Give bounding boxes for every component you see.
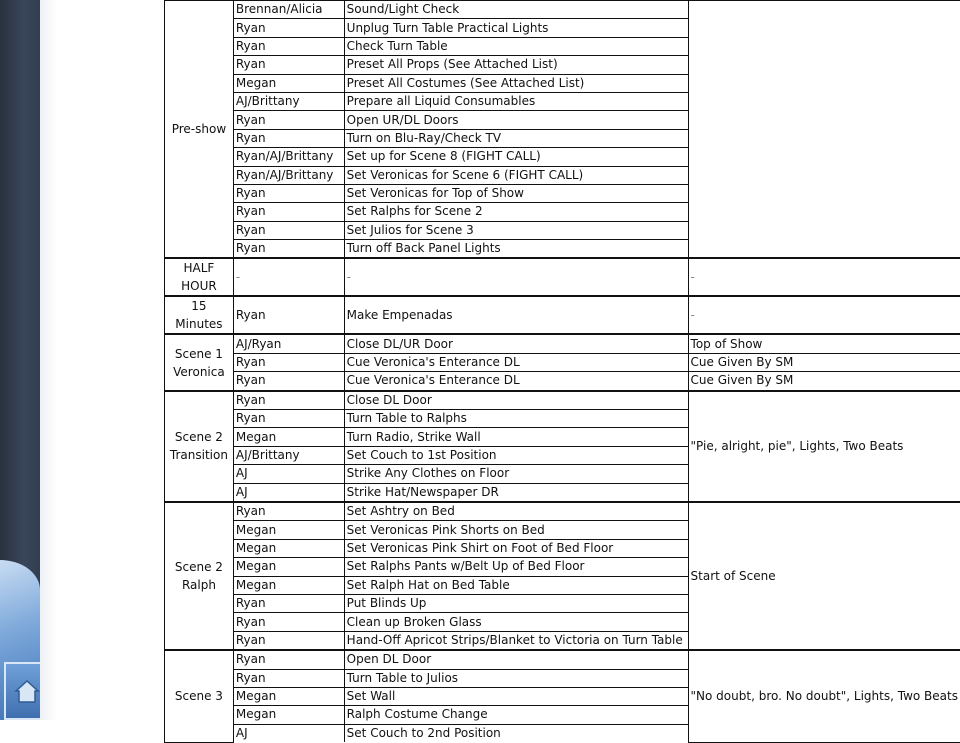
task-cell: Turn on Blu-Ray/Check TV	[344, 129, 688, 147]
crew-cell: Ryan	[233, 221, 344, 239]
task-cell: Prepare all Liquid Consumables	[344, 92, 688, 110]
crew-cell: Ryan	[233, 613, 344, 631]
task-cell: Strike Hat/Newspaper DR	[344, 483, 688, 502]
task-cell: Set Couch to 2nd Position	[344, 724, 688, 742]
crew-cell: Ryan	[233, 631, 344, 650]
task-cell: Put Blinds Up	[344, 594, 688, 612]
task-cell: Hand-Off Apricot Strips/Blanket to Victoria on Turn Table	[344, 631, 688, 650]
cue-row	[165, 1, 960, 19]
crew-cell: Ryan	[233, 391, 344, 410]
crew-cell: -	[233, 258, 344, 296]
task-cell: Cue Veronica's Enterance DL	[344, 372, 688, 391]
crew-cell: AJ	[233, 465, 344, 483]
task-cell: Check Turn Table	[344, 37, 688, 55]
task-cell: Turn Radio, Strike Wall	[344, 428, 688, 446]
section-label: 15 Minutes	[165, 296, 234, 334]
crew-cell: AJ/Brittany	[233, 446, 344, 464]
task-cell: Set Wall	[344, 687, 688, 705]
home-button[interactable]	[4, 662, 44, 720]
cue-cell: Cue Given By SM	[688, 353, 960, 371]
crew-cell: Megan	[233, 706, 344, 724]
task-cell: Close DL Door	[344, 391, 688, 410]
task-cell: Make Empenadas	[344, 296, 688, 334]
crew-cell: Ryan	[233, 203, 344, 221]
task-cell: Set Ralph Hat on Bed Table	[344, 576, 688, 594]
cue-cell	[688, 1, 960, 259]
section-label: Pre-show	[165, 1, 234, 259]
crew-cell: Ryan	[233, 410, 344, 428]
cue-row	[165, 650, 960, 669]
cue-sheet	[164, 0, 960, 743]
task-cell: Preset All Costumes (See Attached List)	[344, 74, 688, 92]
crew-cell: Megan	[233, 428, 344, 446]
cue-row	[165, 391, 960, 410]
task-cell: Set Ralphs for Scene 2	[344, 203, 688, 221]
crew-cell: Ryan/AJ/Brittany	[233, 148, 344, 166]
task-cell: Open UR/DL Doors	[344, 111, 688, 129]
crew-cell: Ryan	[233, 372, 344, 391]
crew-cell: Ryan	[233, 184, 344, 202]
cue-row	[165, 296, 960, 334]
cue-row	[165, 353, 960, 371]
crew-cell: Ryan	[233, 111, 344, 129]
home-icon	[14, 678, 40, 704]
task-cell: Set Ashtry on Bed	[344, 502, 688, 521]
task-cell: Turn Table to Ralphs	[344, 410, 688, 428]
cue-cell: "Pie, alright, pie", Lights, Two Beats	[688, 391, 960, 502]
crew-cell: Megan	[233, 687, 344, 705]
cue-cell: -	[688, 296, 960, 334]
task-cell: Set Julios for Scene 3	[344, 221, 688, 239]
crew-cell: Megan	[233, 558, 344, 576]
crew-cell: Ryan	[233, 19, 344, 37]
cue-cell: "No doubt, bro. No doubt", Lights, Two Beats	[688, 650, 960, 742]
section-label: Scene 3	[165, 650, 234, 742]
crew-cell: Ryan	[233, 353, 344, 371]
cue-row	[165, 502, 960, 521]
task-cell: Set up for Scene 8 (FIGHT CALL)	[344, 148, 688, 166]
section-label: Scene 2 Ralph	[165, 502, 234, 650]
task-cell: Turn Table to Julios	[344, 669, 688, 687]
crew-cell: Megan	[233, 539, 344, 557]
presentation-sidebar	[0, 0, 40, 720]
task-cell: Unplug Turn Table Practical Lights	[344, 19, 688, 37]
crew-cell: Megan	[233, 521, 344, 539]
slide-edge-shadow	[40, 0, 58, 720]
cue-cell: Start of Scene	[688, 502, 960, 650]
crew-cell: Megan	[233, 74, 344, 92]
task-cell: Set Couch to 1st Position	[344, 446, 688, 464]
crew-cell: Ryan	[233, 240, 344, 259]
crew-cell: Ryan/AJ/Brittany	[233, 166, 344, 184]
section-label: Scene 2 Transition	[165, 391, 234, 502]
crew-cell: Ryan	[233, 129, 344, 147]
task-cell: Strike Any Clothes on Floor	[344, 465, 688, 483]
crew-cell: AJ/Ryan	[233, 334, 344, 353]
crew-cell: AJ	[233, 483, 344, 502]
task-cell: Set Veronicas for Top of Show	[344, 184, 688, 202]
cue-row	[165, 258, 960, 296]
crew-cell: Ryan	[233, 37, 344, 55]
task-cell: Set Veronicas for Scene 6 (FIGHT CALL)	[344, 166, 688, 184]
cue-cell: -	[688, 258, 960, 296]
crew-cell: Ryan	[233, 669, 344, 687]
section-label: Scene 1 Veronica	[165, 334, 234, 390]
crew-cell: Ryan	[233, 56, 344, 74]
task-cell: -	[344, 258, 688, 296]
crew-cell: AJ/Brittany	[233, 92, 344, 110]
task-cell: Set Veronicas Pink Shorts on Bed	[344, 521, 688, 539]
task-cell: Cue Veronica's Enterance DL	[344, 353, 688, 371]
crew-cell: AJ	[233, 724, 344, 742]
task-cell: Open DL Door	[344, 650, 688, 669]
cue-cell: Top of Show	[688, 334, 960, 353]
cue-row	[165, 372, 960, 391]
task-cell: Turn off Back Panel Lights	[344, 240, 688, 259]
crew-cell: Ryan	[233, 296, 344, 334]
crew-cell: Megan	[233, 576, 344, 594]
task-cell: Sound/Light Check	[344, 1, 688, 19]
cue-table	[164, 0, 960, 743]
cue-cell: Cue Given By SM	[688, 372, 960, 391]
section-label: HALF HOUR	[165, 258, 234, 296]
task-cell: Close DL/UR Door	[344, 334, 688, 353]
task-cell: Ralph Costume Change	[344, 706, 688, 724]
task-cell: Preset All Props (See Attached List)	[344, 56, 688, 74]
crew-cell: Ryan	[233, 502, 344, 521]
crew-cell: Brennan/Alicia	[233, 1, 344, 19]
task-cell: Clean up Broken Glass	[344, 613, 688, 631]
crew-cell: Ryan	[233, 650, 344, 669]
cue-row	[165, 334, 960, 353]
crew-cell: Ryan	[233, 594, 344, 612]
task-cell: Set Veronicas Pink Shirt on Foot of Bed Floor	[344, 539, 688, 557]
task-cell: Set Ralphs Pants w/Belt Up of Bed Floor	[344, 558, 688, 576]
